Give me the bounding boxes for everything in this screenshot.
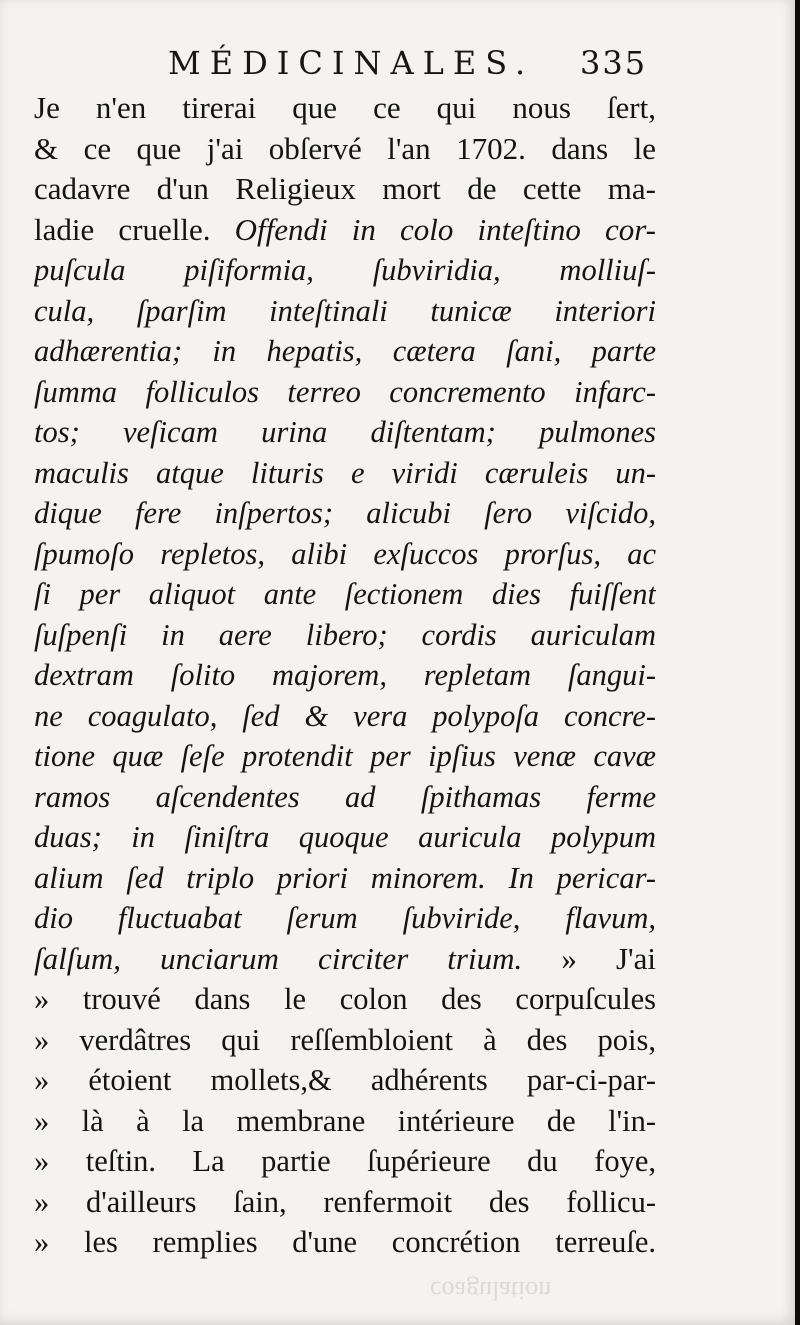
show-through-text: coagulation bbox=[430, 1276, 552, 1305]
text-line: cadavre d'un Religieux mort de cette ma- bbox=[34, 171, 656, 206]
latin-span: ſalſum, unciarum circiter trium. bbox=[34, 940, 523, 976]
running-title: MÉDICINALES. bbox=[168, 44, 535, 82]
text-line: maculis atque lituris e viridi cæruleis un- bbox=[34, 455, 656, 490]
text-line: alium ſed triplo priori minorem. In pericar- bbox=[34, 860, 656, 895]
body-text bbox=[34, 88, 656, 1263]
text-line: » trouvé dans le colon des corpuſcules bbox=[34, 982, 656, 1016]
text-line: » là à la membrane intérieure de l'in- bbox=[34, 1103, 656, 1138]
text-line bbox=[34, 939, 656, 980]
text-line: tione quæ ſeſe protendit per ipſius venæ cavæ bbox=[34, 739, 656, 773]
text-line: » teſtin. La partie ſupérieure du foye, bbox=[34, 1144, 656, 1178]
text-line bbox=[34, 210, 656, 251]
text-line: & ce que j'ai obſervé l'an 1702. dans le bbox=[34, 130, 656, 166]
text-line: dio fluctuabat ſerum ſubviride, flavum, bbox=[34, 901, 656, 935]
text-line: dique fere inſpertos; alicubi ſero viſcido, bbox=[34, 496, 656, 530]
text-line: puſcula piſiformia, ſubviridia, molliuſ- bbox=[34, 253, 656, 287]
text-line: ſi per aliquot ante ſectionem dies fuiſſent bbox=[34, 577, 656, 611]
running-head bbox=[0, 44, 795, 88]
text-line: ne coagulato, ſed & vera polypoſa concre- bbox=[34, 698, 656, 733]
page-edge bbox=[795, 0, 800, 1325]
text-line: dextram ſolito majorem, repletam ſangui- bbox=[34, 658, 656, 692]
text-line: duas; in ſiniſtra quoque auricula polypum bbox=[34, 820, 656, 854]
text-span: » J'ai bbox=[561, 940, 656, 976]
text-span: ladie cruelle. bbox=[34, 211, 211, 247]
text-line: cula, ſparſim inteſtinali tunicæ interiori bbox=[34, 293, 656, 328]
text-line: » étoient mollets,& adhérents par-ci-par- bbox=[34, 1063, 656, 1097]
text-line: tos; veſicam urina diſtentam; pulmones bbox=[34, 415, 656, 449]
text-line: ſumma folliculos terreo concremento infarc- bbox=[34, 374, 656, 409]
page-number: 335 bbox=[580, 44, 648, 82]
text-line: » verdâtres qui reſſembloient à des pois, bbox=[34, 1022, 656, 1057]
latin-span: Offendi in colo inteſtino cor- bbox=[234, 211, 656, 247]
text-line: adhærentia; in hepatis, cætera ſani, parte bbox=[34, 334, 656, 368]
text-line: ramos aſcendentes ad ſpithamas ferme bbox=[34, 779, 656, 814]
text-line: ſuſpenſi in aere libero; cordis auriculam bbox=[34, 617, 656, 652]
text-line: Je n'en tirerai que ce qui nous ſert, bbox=[34, 90, 656, 125]
text-line: ſpumoſo repletos, alibi exſuccos prorſus, ac bbox=[34, 536, 656, 571]
text-line: » d'ailleurs ſain, renfermoit des follicu- bbox=[34, 1184, 656, 1219]
text-line: » les remplies d'une concrétion terreuſe. bbox=[34, 1225, 656, 1259]
